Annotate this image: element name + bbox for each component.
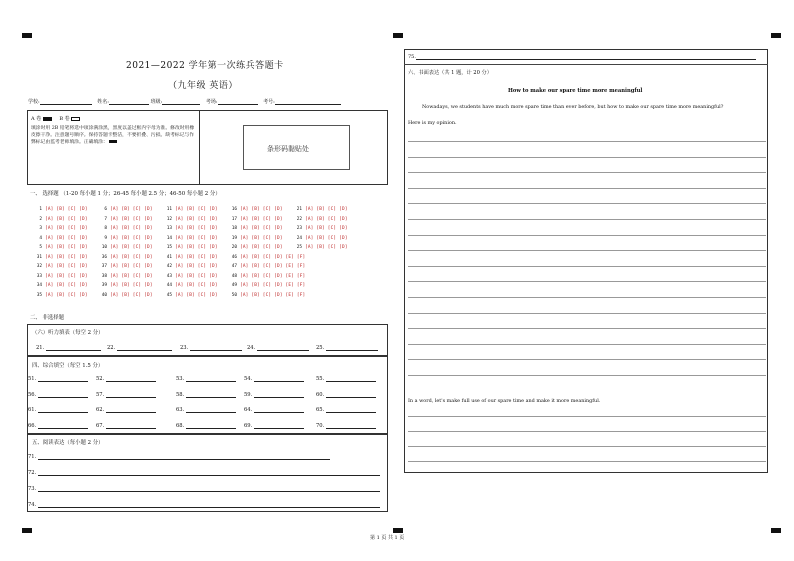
answer-field[interactable]	[326, 345, 378, 351]
cloze-item	[28, 376, 88, 382]
room-field[interactable]	[218, 99, 258, 105]
question-number: 34	[36, 283, 42, 288]
cloze-item	[96, 407, 156, 413]
question-number: 10	[101, 245, 107, 250]
writing-line[interactable]	[408, 281, 766, 282]
answer-options[interactable]: [A] [B] [C] [D] [E] [F]	[240, 283, 306, 288]
writing-line[interactable]	[408, 446, 766, 447]
class-field[interactable]	[162, 99, 200, 105]
reading-item	[28, 486, 380, 492]
listening-item	[180, 345, 242, 351]
question-number: 4	[39, 235, 42, 241]
item-number: 74.	[28, 502, 37, 508]
item-number: 67.	[96, 422, 105, 429]
question-number: 38	[101, 273, 107, 279]
item-number: 72.	[28, 470, 37, 476]
writing-line[interactable]	[408, 297, 766, 298]
exam-no-field[interactable]	[275, 99, 341, 105]
writing-line[interactable]	[408, 375, 766, 376]
item-number: 62.	[96, 407, 105, 413]
item-number: 24.	[247, 345, 256, 351]
answer-options[interactable]: [A] [B] [C] [D]	[175, 216, 218, 222]
item-75: 75.	[408, 54, 756, 60]
writing-line[interactable]	[408, 266, 766, 267]
answer-field[interactable]	[38, 470, 380, 476]
item-number: 60.	[316, 391, 325, 398]
answer-options[interactable]: [A] [B] [C] [D]	[175, 273, 218, 279]
section1-title: 一、 选择题 （1-20 每小题 1 分；26-45 每小题 2.5 分；46-50 每小题 2 分）	[30, 191, 221, 197]
registration-mark	[22, 33, 32, 38]
answer-options[interactable]: [A] [B] [C] [D]	[175, 254, 218, 260]
cloze-item	[316, 407, 376, 413]
room-label: 考场:	[205, 99, 218, 105]
answer-field[interactable]	[254, 423, 304, 429]
answer-options[interactable]: [A] [B] [C] [D]	[175, 207, 218, 212]
divider	[199, 110, 200, 185]
writing-line[interactable]	[408, 157, 766, 158]
question-number: 22	[296, 216, 302, 222]
reading-item	[28, 454, 330, 460]
class-label: 班级:	[150, 99, 163, 105]
item-number: 25.	[316, 345, 325, 351]
item-number: 52.	[96, 376, 105, 382]
answer-field[interactable]	[186, 392, 236, 398]
item-number: 59.	[244, 391, 253, 398]
registration-mark	[393, 33, 403, 38]
answer-options[interactable]: [A] [B] [C] [D]	[110, 226, 153, 231]
cloze-item	[244, 407, 304, 413]
item-number: 51.	[28, 376, 37, 382]
question-number: 33	[36, 273, 42, 279]
listening-item	[36, 345, 101, 351]
paper-a-box[interactable]	[43, 117, 52, 121]
answer-options[interactable]: [A] [B] [C] [D]	[110, 254, 153, 260]
answer-options[interactable]: [A] [B] [C] [D]	[110, 292, 153, 298]
divider	[404, 64, 768, 65]
answer-field[interactable]	[38, 376, 88, 382]
item-number: 23.	[180, 345, 189, 351]
answer-field[interactable]	[38, 392, 88, 398]
listening-item	[247, 345, 309, 351]
writing-line[interactable]	[408, 359, 766, 360]
barcode-label: 条形码黏贴处	[267, 145, 309, 153]
answer-options[interactable]: [A] [B] [C] [D] [E] [F]	[240, 264, 306, 269]
item-number: 65.	[316, 407, 325, 413]
question-number: 45	[166, 292, 172, 298]
listening-item	[316, 345, 378, 351]
question-number: 11	[166, 207, 172, 212]
reading-item	[28, 502, 380, 508]
answer-field[interactable]	[254, 376, 304, 382]
answer-field[interactable]	[38, 486, 380, 492]
answer-options[interactable]: [A] [B] [C] [D]	[175, 245, 218, 250]
answer-options[interactable]: [A] [B] [C] [D]	[110, 245, 153, 250]
answer-options[interactable]: [A] [B] [C] [D]	[110, 273, 153, 279]
info-fields	[28, 98, 341, 105]
answer-field[interactable]	[106, 376, 156, 382]
essay-closing: In a word, let's make full use of our spare time and make it more meaningful.	[408, 398, 601, 404]
answer-options[interactable]: [A] [B] [C] [D]	[305, 245, 348, 250]
question-number: 5	[39, 245, 42, 250]
item-number: 69.	[244, 422, 253, 429]
item-number: 54.	[244, 376, 253, 382]
question-number: 39	[101, 283, 107, 288]
answer-options[interactable]: [A] [B] [C] [D]	[45, 254, 88, 260]
reading-item	[28, 470, 380, 476]
question-number: 46	[231, 254, 237, 260]
answer-field[interactable]	[38, 407, 88, 413]
answer-options[interactable]: [A] [B] [C] [D]	[110, 283, 153, 288]
question-number: 44	[166, 283, 172, 288]
item-number: 22.	[107, 345, 116, 351]
item-number: 21.	[36, 345, 45, 351]
answer-field[interactable]	[254, 407, 304, 413]
answer-options[interactable]: [A] [B] [C] [D]	[305, 235, 348, 241]
item-number: 58.	[176, 391, 185, 398]
cloze-item	[176, 407, 236, 413]
item-number: 57.	[96, 391, 105, 398]
answer-75-field[interactable]	[416, 54, 756, 60]
answer-options[interactable]: [A] [B] [C] [D]	[175, 283, 218, 288]
question-number: 40	[101, 292, 107, 298]
item-number: 73.	[28, 486, 37, 492]
answer-field[interactable]	[326, 407, 376, 413]
answer-options[interactable]: [A] [B] [C] [D]	[240, 245, 283, 250]
question-number: 24	[296, 235, 302, 241]
question-number: 1	[39, 207, 42, 212]
answer-options[interactable]: [A] [B] [C] [D]	[45, 235, 88, 241]
writing-line[interactable]	[408, 250, 766, 251]
question-number: 32	[36, 264, 42, 269]
question-number: 37	[101, 264, 107, 269]
question-number: 3	[39, 226, 42, 231]
answer-field[interactable]	[38, 454, 330, 460]
cloze-item	[28, 392, 88, 398]
answer-field[interactable]	[190, 345, 242, 351]
answer-field[interactable]	[326, 376, 376, 382]
answer-field[interactable]	[326, 392, 376, 398]
question-number: 25	[296, 245, 302, 250]
answer-options[interactable]: [A] [B] [C] [D]	[45, 292, 88, 298]
question-number: 17	[231, 216, 237, 222]
cloze-item	[176, 423, 236, 429]
listening-item	[107, 345, 172, 351]
answer-options[interactable]: [A] [B] [C] [D]	[45, 226, 88, 231]
cloze-item	[316, 423, 376, 429]
school-field[interactable]	[40, 99, 92, 105]
question-number: 42	[166, 264, 172, 269]
writing-line[interactable]	[408, 188, 766, 189]
answer-options[interactable]: [A] [B] [C] [D]	[175, 235, 218, 241]
item-number: 63.	[176, 407, 185, 413]
name-field[interactable]	[109, 99, 149, 105]
essay-opinion: Here is my opinion.	[408, 120, 457, 126]
writing-line[interactable]	[408, 141, 766, 142]
answer-field[interactable]	[46, 345, 101, 351]
answer-field[interactable]	[117, 345, 172, 351]
essay-intro: Nowadays, we students have much more spare time than ever before, but how to make our spare time more meaningful?	[422, 104, 724, 110]
question-number: 41	[166, 254, 172, 260]
cloze-item	[316, 392, 376, 398]
answer-options[interactable]: [A] [B] [C] [D] [E] [F]	[240, 254, 306, 260]
cloze-item	[28, 407, 88, 413]
writing-line[interactable]	[408, 313, 766, 314]
item-number: 70.	[316, 422, 325, 429]
answer-field[interactable]	[254, 392, 304, 398]
answer-options[interactable]: [A] [B] [C] [D]	[240, 235, 283, 241]
answer-options[interactable]: [A] [B] [C] [D]	[110, 216, 153, 222]
filled-example-icon	[109, 140, 117, 143]
writing-line[interactable]	[408, 235, 766, 236]
writing-line[interactable]	[408, 219, 766, 220]
page-title: 2021—2022 学年第一次练兵答题卡	[126, 61, 284, 71]
writing-line[interactable]	[408, 431, 766, 432]
item-number: 55.	[316, 376, 325, 382]
cloze-item	[244, 392, 304, 398]
answer-field[interactable]	[257, 345, 309, 351]
registration-mark	[393, 528, 403, 533]
exam-no-label: 考号:	[263, 99, 275, 105]
question-number: 20	[231, 245, 237, 250]
question-number: 21	[296, 207, 302, 212]
cloze-item	[244, 423, 304, 429]
answer-field[interactable]	[106, 407, 156, 413]
answer-options[interactable]: [A] [B] [C] [D] [E] [F]	[240, 273, 306, 279]
answer-options[interactable]: [A] [B] [C] [D]	[110, 207, 153, 212]
question-number: 18	[231, 226, 237, 231]
paper-type: A 卷 B 卷	[31, 115, 80, 122]
answer-options[interactable]: [A] [B] [C] [D]	[240, 216, 283, 222]
answer-options[interactable]: [A] [B] [C] [D]	[45, 283, 88, 288]
registration-mark	[771, 528, 781, 533]
item-number: 53.	[176, 376, 185, 382]
question-number: 35	[36, 292, 42, 298]
question-number: 8	[104, 226, 107, 231]
writing-line[interactable]	[408, 344, 766, 345]
answer-options[interactable]: [A] [B] [C] [D]	[240, 207, 283, 212]
answer-field[interactable]	[186, 376, 236, 382]
question-number: 23	[296, 226, 302, 231]
answer-field[interactable]	[38, 423, 88, 429]
answer-options[interactable]: [A] [B] [C] [D]	[45, 207, 88, 212]
question-number: 43	[166, 273, 172, 279]
answer-options[interactable]: [A] [B] [C] [D]	[45, 216, 88, 222]
cloze-title: 四、综合填空（每空 1.5 分）	[32, 363, 104, 369]
instructions-text: 填涂时用 2B 铅笔将选中项涂满涂黑，黑度以盖过框内字母为准。修改时用橡皮擦干净。注意题号顺序。保持答题卡整洁，不要折叠、污损。缺考标记与作弊标记由监考老师填涂。正确填涂：	[31, 126, 195, 145]
question-number: 36	[101, 254, 107, 260]
answer-options[interactable]: [A] [B] [C] [D]	[175, 226, 218, 231]
question-number: 14	[166, 235, 172, 241]
item-number: 56.	[28, 391, 37, 398]
answer-options[interactable]: [A] [B] [C] [D]	[110, 264, 153, 269]
answer-options[interactable]: [A] [B] [C] [D]	[45, 264, 88, 269]
answer-field[interactable]	[326, 423, 376, 429]
writing-line[interactable]	[408, 416, 766, 417]
name-label: 姓名:	[97, 99, 109, 105]
section6-title: 六、书面表达（共 1 题，计 20 分）	[408, 70, 492, 76]
question-number: 9	[104, 235, 107, 241]
cloze-item	[176, 376, 236, 382]
item-number: 61.	[28, 407, 37, 413]
writing-line[interactable]	[408, 461, 766, 462]
answer-options[interactable]: [A] [B] [C] [D]	[305, 226, 348, 231]
question-number: 19	[231, 235, 237, 241]
school-label: 学校:	[28, 99, 40, 105]
writing-box	[404, 49, 768, 473]
question-number: 16	[231, 207, 237, 212]
answer-field[interactable]	[106, 423, 156, 429]
cloze-item	[96, 423, 156, 429]
page-footer: 第 1 页 共 1 页	[370, 535, 405, 541]
answer-options[interactable]: [A] [B] [C] [D]	[240, 226, 283, 231]
question-number: 49	[231, 283, 237, 288]
question-number: 13	[166, 226, 172, 231]
answer-options[interactable]: [A] [B] [C] [D]	[305, 207, 348, 212]
answer-field[interactable]	[186, 423, 236, 429]
answer-field[interactable]	[186, 407, 236, 413]
question-number: 12	[166, 216, 172, 222]
item-number: 64.	[244, 407, 253, 413]
question-number: 31	[36, 254, 42, 260]
paper-b-box[interactable]	[71, 117, 80, 121]
cloze-item	[176, 392, 236, 398]
writing-line[interactable]	[408, 172, 766, 173]
item-number: 68.	[176, 422, 185, 429]
listening-title: （六）听力填表（每空 2 分）	[32, 330, 104, 336]
question-number: 2	[39, 216, 42, 222]
answer-options[interactable]: [A] [B] [C] [D]	[110, 235, 153, 241]
answer-options[interactable]: [A] [B] [C] [D]	[175, 292, 218, 298]
answer-options[interactable]: [A] [B] [C] [D]	[175, 264, 218, 269]
writing-line[interactable]	[408, 203, 766, 204]
cloze-item	[96, 376, 156, 382]
section2-title: 二、 非选择题	[30, 315, 65, 321]
registration-mark	[22, 528, 32, 533]
answer-field[interactable]	[38, 502, 380, 508]
answer-options[interactable]: [A] [B] [C] [D]	[45, 245, 88, 250]
cloze-item	[244, 376, 304, 382]
registration-mark	[771, 33, 781, 38]
answer-options[interactable]: [A] [B] [C] [D]	[45, 273, 88, 279]
question-number: 7	[104, 216, 107, 222]
question-number: 47	[231, 264, 237, 269]
writing-line[interactable]	[408, 328, 766, 329]
answer-field[interactable]	[106, 392, 156, 398]
question-number: 15	[166, 245, 172, 250]
item-number: 66.	[28, 422, 37, 429]
answer-options[interactable]: [A] [B] [C] [D]	[305, 216, 348, 222]
question-number: 50	[231, 292, 237, 298]
item-number: 71.	[28, 454, 37, 460]
answer-options[interactable]: [A] [B] [C] [D] [E] [F]	[240, 292, 306, 298]
question-number: 48	[231, 273, 237, 279]
cloze-item	[96, 392, 156, 398]
question-number: 6	[104, 207, 107, 212]
essay-title: How to make our spare time more meaningful	[508, 88, 643, 94]
cloze-item	[316, 376, 376, 382]
reading-title: 五、阅读表达（每小题 2 分）	[32, 440, 104, 446]
page-subtitle: （九年级 英语）	[168, 81, 238, 91]
cloze-item	[28, 423, 88, 429]
